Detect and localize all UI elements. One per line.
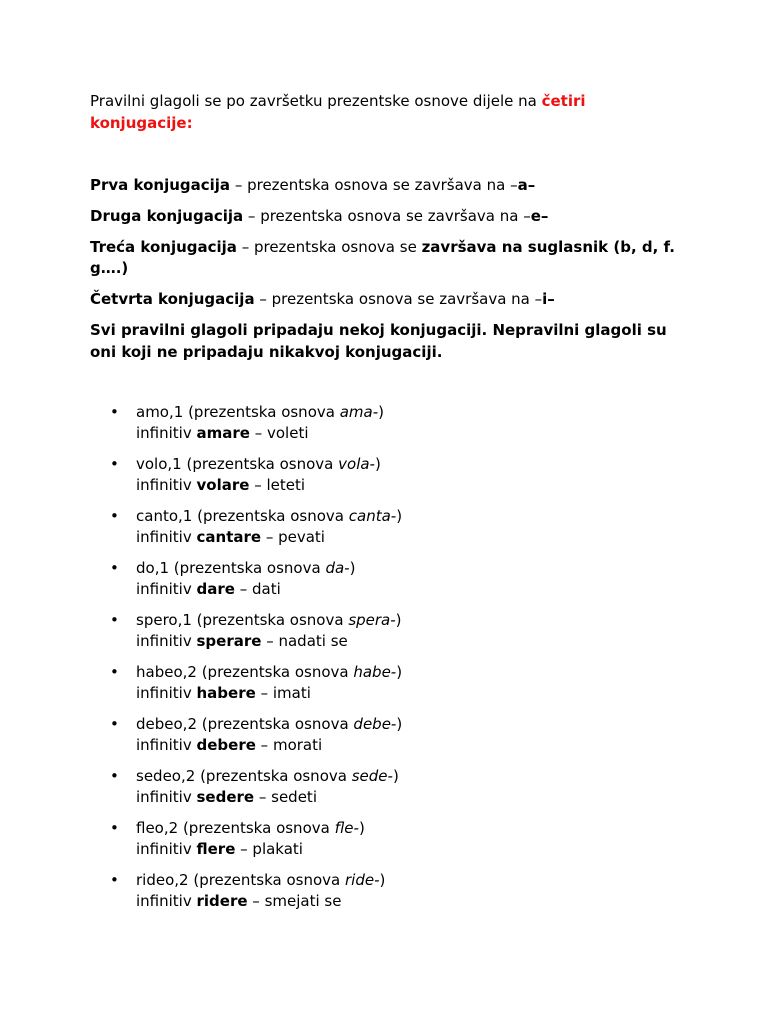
bullet-icon: • [110, 507, 119, 525]
conjugation-desc: – prezentska osnova se završava na – [243, 207, 531, 225]
list-item: • amo,1 (prezentska osnova ama-) infinitiv amare – voleti [110, 403, 384, 442]
conjugation-1 [90, 175, 690, 196]
bullet-icon: • [110, 611, 119, 629]
bullet-icon: • [110, 715, 119, 733]
bullet-icon: • [110, 403, 119, 421]
bullet-icon: • [110, 767, 119, 785]
conjugation-ending: a– [517, 176, 536, 194]
note-paragraph: Svi pravilni glagoli pripadaju nekoj konjugaciji. Nepravilni glagoli su oni koji ne pripadaju nikakvoj konjugaciji. [90, 321, 667, 361]
verb-list [90, 402, 690, 922]
conjugation-ending: i– [542, 290, 555, 308]
list-item: • fleo,2 (prezentska osnova fle-) infinitiv flere – plakati [110, 819, 365, 858]
conjugation-ending: e– [530, 207, 549, 225]
conjugation-name: Druga konjugacija [90, 207, 244, 225]
conjugation-desc: – prezentska osnova se završava na – [230, 176, 518, 194]
conjugation-ending: završava na suglasnik (b, d, f. g….) [90, 238, 675, 277]
list-item: • debeo,2 (prezentska osnova debe-) infinitiv debere – morati [110, 715, 403, 754]
list-item: • spero,1 (prezentska osnova spera-) infinitiv sperare – nadati se [110, 611, 402, 650]
bullet-icon: • [110, 663, 119, 681]
conjugation-desc: – prezentska osnova se završava na – [254, 290, 543, 308]
list-item: • habeo,2 (prezentska osnova habe-) infinitiv habere – imati [110, 663, 403, 702]
list-item: • volo,1 (prezentska osnova vola-) infinitiv volare – leteti [110, 455, 381, 494]
list-item: • sedeo,2 (prezentska osnova sede-) infinitiv sedere – sedeti [110, 767, 399, 806]
conjugation-desc: – prezentska osnova se [236, 238, 422, 256]
bullet-icon: • [110, 559, 119, 577]
conjugation-name: Prva konjugacija [90, 176, 231, 194]
list-item: • canto,1 (prezentska osnova canta-) infinitiv cantare – pevati [110, 507, 403, 546]
conjugation-4 [90, 289, 690, 310]
intro-paragraph [90, 90, 690, 134]
intro-highlight: četiri konjugacije: [90, 92, 586, 132]
bullet-icon: • [110, 819, 119, 837]
bullet-icon: • [110, 455, 119, 473]
conjugation-3 [90, 237, 690, 279]
bullet-icon: • [110, 871, 119, 889]
conjugation-name: Treća konjugacija [90, 238, 237, 256]
intro-text: Pravilni glagoli se po završetku prezentske osnove dijele na [90, 92, 542, 110]
list-item: • rideo,2 (prezentska osnova ride-) infinitiv ridere – smejati se [110, 871, 386, 910]
conjugation-2 [90, 206, 690, 227]
conjugation-name: Četvrta konjugacija [90, 290, 255, 308]
list-item: • do,1 (prezentska osnova da-) infinitiv dare – dati [110, 559, 356, 598]
